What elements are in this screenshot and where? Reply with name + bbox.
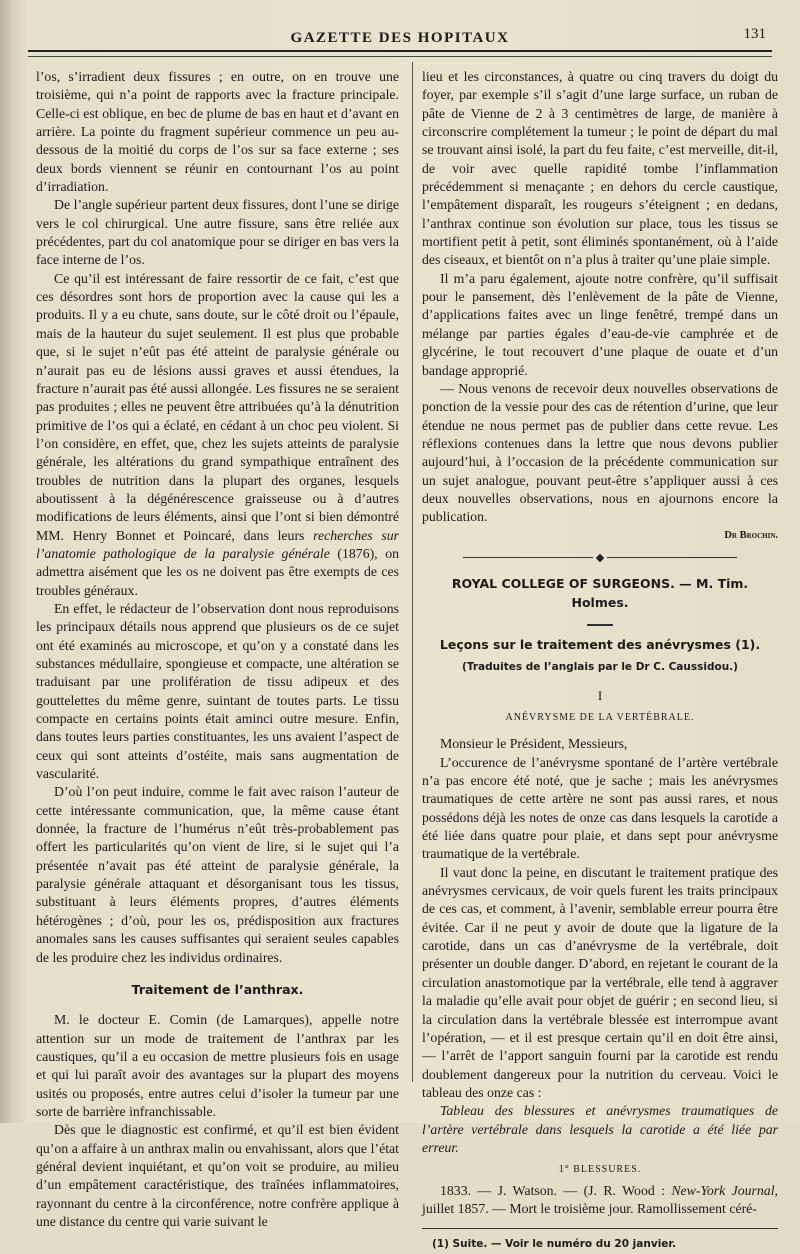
footnote: (1) Suite. — Voir le numéro du 20 janvier.: [432, 1238, 677, 1251]
left-column: [36, 68, 399, 1231]
text-run: Ce qu’il est intéressant de faire ressortir de ce fait, c’est que ces désordres sont hors de proportion avec la cause qui les a produits. Il y a eu chute, sans doute, sur le côté droit ou l’épaule, mais de la hauteur du sujet seulement. Il est plus que probable que, si le sujet n’eût pas été atteint de paralysie générale ou n’aurait pas eu de lésions aussi graves et aussi étendues, la fracture n’aurait pas été aussi allongée. Les fissures ne se seraient pas produites ; elles ne peuvent être attribuées qu’à la dénutrition primitive de l’os qui a éclaté, en cédant à un choc peu violent. Si l’on considère, en effet, que, chez les sujets atteints de paralysie générale, les altérations du grand sympathique entraînent des troubles de nutrition dans la plupart des organes, lesquels aboutissent à la dégénérescence graisseuse ou à d’autres modifications de leurs éléments, ainsi que l’ont si bien démontré MM. Henry Bonnet et Poincaré, dans leurs: [36, 270, 399, 543]
table-caption: Tableau des blessures et anévrysmes traumatiques de l’artère vertébrale dans lesquels la carotide a été liée par erreur.: [422, 1103, 778, 1155]
header-rule: [28, 50, 772, 52]
signature: Dr Brochin.: [724, 529, 778, 541]
text-run: , juillet 1857. — Mort le troisième jour. Ramollissement céré-: [422, 1182, 778, 1216]
header-rule-thin: [28, 56, 772, 57]
paragraph: L’occurence de l’anévrysme spontané de l’artère vertébrale n’a pas encore été noté, que je sache ; mais les anévrysmes traumatiques de cette artère ne sont pas aussi rares, et nous possédons déjà les notes de onze cas dans lesquels la carotide a été liée dans quatre pour plaie, et dans sept pour anévrysme traumatique de la vertébrale.: [422, 754, 778, 862]
paragraph: En effet, le rédacteur de l’observation dont nous reproduisons les principaux détails nous apprend que plusieurs os de ce sujet ont été examinés au microscope, et qu’on y a constaté dans les substances médullaire, spongieuse et compacte, une altération se traduisant par une prolifération de tissu adipeux et des gouttelettes du même genre, suintant de toutes parts. Le tissu compacte en certains points était aminci outre mesure. Enfin, dans toutes leurs parties constituantes, les uns avaient l’aspect de ceux qui sont atteints d’ostéite, mais sans augmentation de vascularité.: [36, 600, 399, 782]
paragraph: — Nous venons de recevoir deux nouvelles observations de ponction de la vessie pour des cas de rétention d’urine, que leur étendue ne nous permet pas de publier dans cette revue. Les réflexions contenues dans la lettre que nous devons publier aujourd’hui, à l’occasion de la précédente communication sur un sujet analogue, pouvant peut-être s’appliquer aussi à ces deux nouvelles observations, nous en ajournons encore la publication.: [422, 380, 778, 525]
subsection-heading: ANÉVRYSME DE LA VERTÉBRALE.: [505, 712, 695, 723]
paragraph: Il vaut donc la peine, en discutant le traitement pratique des anévrysmes cervicaux, de voir quels furent les traits principaux de ces cas, et comment, à l’avenir, semblable erreur pourra être évitée. Car il ne peut y avoir de doute que la ligature de la carotide, dans un cas d’anévrysme de la vertébrale, doit présenter un double danger. D’abord, en rejetant le courant de la circulation anastomotique par la vertébrale, elle tend à aggraver la maladie qu’elle avait pour objet de guérir ; en second lieu, si la circulation dans la vertébrale blessée est interrompue avant l’opération, — et il est presque certain qu’il en doit être ainsi, — l’arrêt de l’apport sanguin fourni par la carotide est rendu doublement dangereux pour la nutrition du cerveau. Voici le tableau des onze cas :: [422, 864, 778, 1100]
paragraph: lieu et les circonstances, à quatre ou cinq travers du doigt du foyer, par exemple s’il s’agit d’une large surface, un ruban de pâte de Vienne de 2 à 3 centimètres de large, de manière à circonscrire complétement la tumeur ; le point de départ du mal se trouvant ainsi isolé, la part du feu faite, c’est merveille, dit-il, de voir avec quelle rapidité tombe l’inflammation précédemment si menaçante ; en dehors du cercle caustique, l’empâtement disparaît, les rougeurs s’éteignent ; en dedans, l’anthrax continue son évolution sur place, tous les tissus se mortifient petit à petit, sont éliminés spontanément, où à l’aide des ciseaux, et bientôt on n’a plus à traiter qu’une plaie simple.: [422, 69, 778, 268]
separator: [422, 549, 778, 567]
roman-numeral: I: [597, 687, 603, 703]
table-subheading: 1° BLESSURES.: [558, 1164, 642, 1176]
text-run: (1876), on admettra aisément que les os ne doivent pas être exempts de ces troubles généraux.: [36, 545, 400, 598]
paragraph: M. le docteur E. Comin (de Lamarques), appelle notre attention sur un mode de traitement de l’anthrax par les caustiques, qu’il a eu occasion de mettre plusieurs fois en usage et qui lui paraît avoir des avantages sur la plupart des moyens usités ou proposés, entre autres celui d’isoler la tumeur par une sorte de barrière infranchissable.: [36, 1012, 399, 1119]
paragraph: [36, 270, 399, 600]
text-run: 1833. — J. Watson. — (J. R. Wood :: [440, 1182, 672, 1198]
paragraph: D’où l’on peut induire, comme le fait avec raison l’auteur de cette intéressante communication, que, la même cause étant donnée, la fracture de l’humérus n’eût très-probablement pas offert les particularités qu’on vient de lire, si le sujet qui l’a présentée n’avait pas été atteint de paralysie générale, la paralysie générale attaquant et désorganisant tous les tissus, substituant à leurs éléments propres, d’autres éléments hétérogènes ; d’où, pour les os, prédisposition aux fractures anomales sans les causes suffisantes qui seraient seules capables de les produire chez les individus ordinaires.: [36, 784, 399, 965]
footnote-rule: [422, 1228, 778, 1229]
salutation: Monsieur le Président, Messieurs,: [440, 736, 628, 752]
italic-title: recherches sur l’anatomie pathologique de la paralysie générale: [36, 527, 399, 561]
paragraph: Dès que le diagnostic est confirmé, et qu’il est bien évident qu’on a affaire à un anthrax malin ou envahissant, alors que l’état général devient inquiétant, et qu’on voit se produire, au milieu d’un empâtement caractéristique, des traînées inflammatoires, rayonnant du centre à la circonférence, notre confrère applique à une distance du centre qui varie suivant le: [36, 1122, 399, 1229]
column-divider: [412, 62, 413, 1082]
right-column: [422, 68, 778, 1254]
section-heading: ROYAL COLLEGE OF SURGEONS. — M. Tim. Holmes.: [451, 576, 749, 610]
lecture-title: Leçons sur le traitement des anévrysmes (1).: [439, 636, 761, 652]
page-header: [30, 26, 770, 50]
short-rule: [587, 624, 613, 626]
page-number: 131: [743, 26, 766, 42]
journal-title: GAZETTE DES HOPITAUX: [290, 30, 510, 46]
paragraph: l’os, s’irradient deux fissures ; en outre, on en trouve une troisième, qui n’a point de rapports avec la fracture principale. Celle-ci est oblique, en bec de plume de bas en haut et d’avant en arrière. La pointe du fragment supérieur commence un peu au-dessous de la moitié du corps de l’os sur sa face externe ; ses deux bords viennent se réunir en contournant l’os au point d’irradiation.: [36, 69, 399, 195]
paragraph: De l’angle supérieur partent deux fissures, dont l’une se dirige vers le col chirurgical. Une autre fissure, sans être reliée aux précédentes, part du col anatomique pour se diriger en bas vers la face interne de l’os.: [36, 197, 399, 268]
section-title: Traitement de l’anthrax.: [131, 981, 304, 997]
paragraph: Il m’a paru également, ajoute notre confrère, qu’il suffisait pour le pansement, dès l’enlèvement de la pâte de Vienne, d’applications faites avec un linge fenêtré, trempé dans un mélange par parties égales d’eau-de-vie camphrée et de glycérine, le tout recouvert d’une plaque de ouate et d’un bandage approprié.: [422, 270, 778, 378]
journal-name: New-York Journal: [671, 1182, 775, 1198]
translator-note: (Traduites de l’anglais par le Dr C. Caussidou.): [462, 661, 738, 674]
case-entry: [422, 1182, 778, 1219]
